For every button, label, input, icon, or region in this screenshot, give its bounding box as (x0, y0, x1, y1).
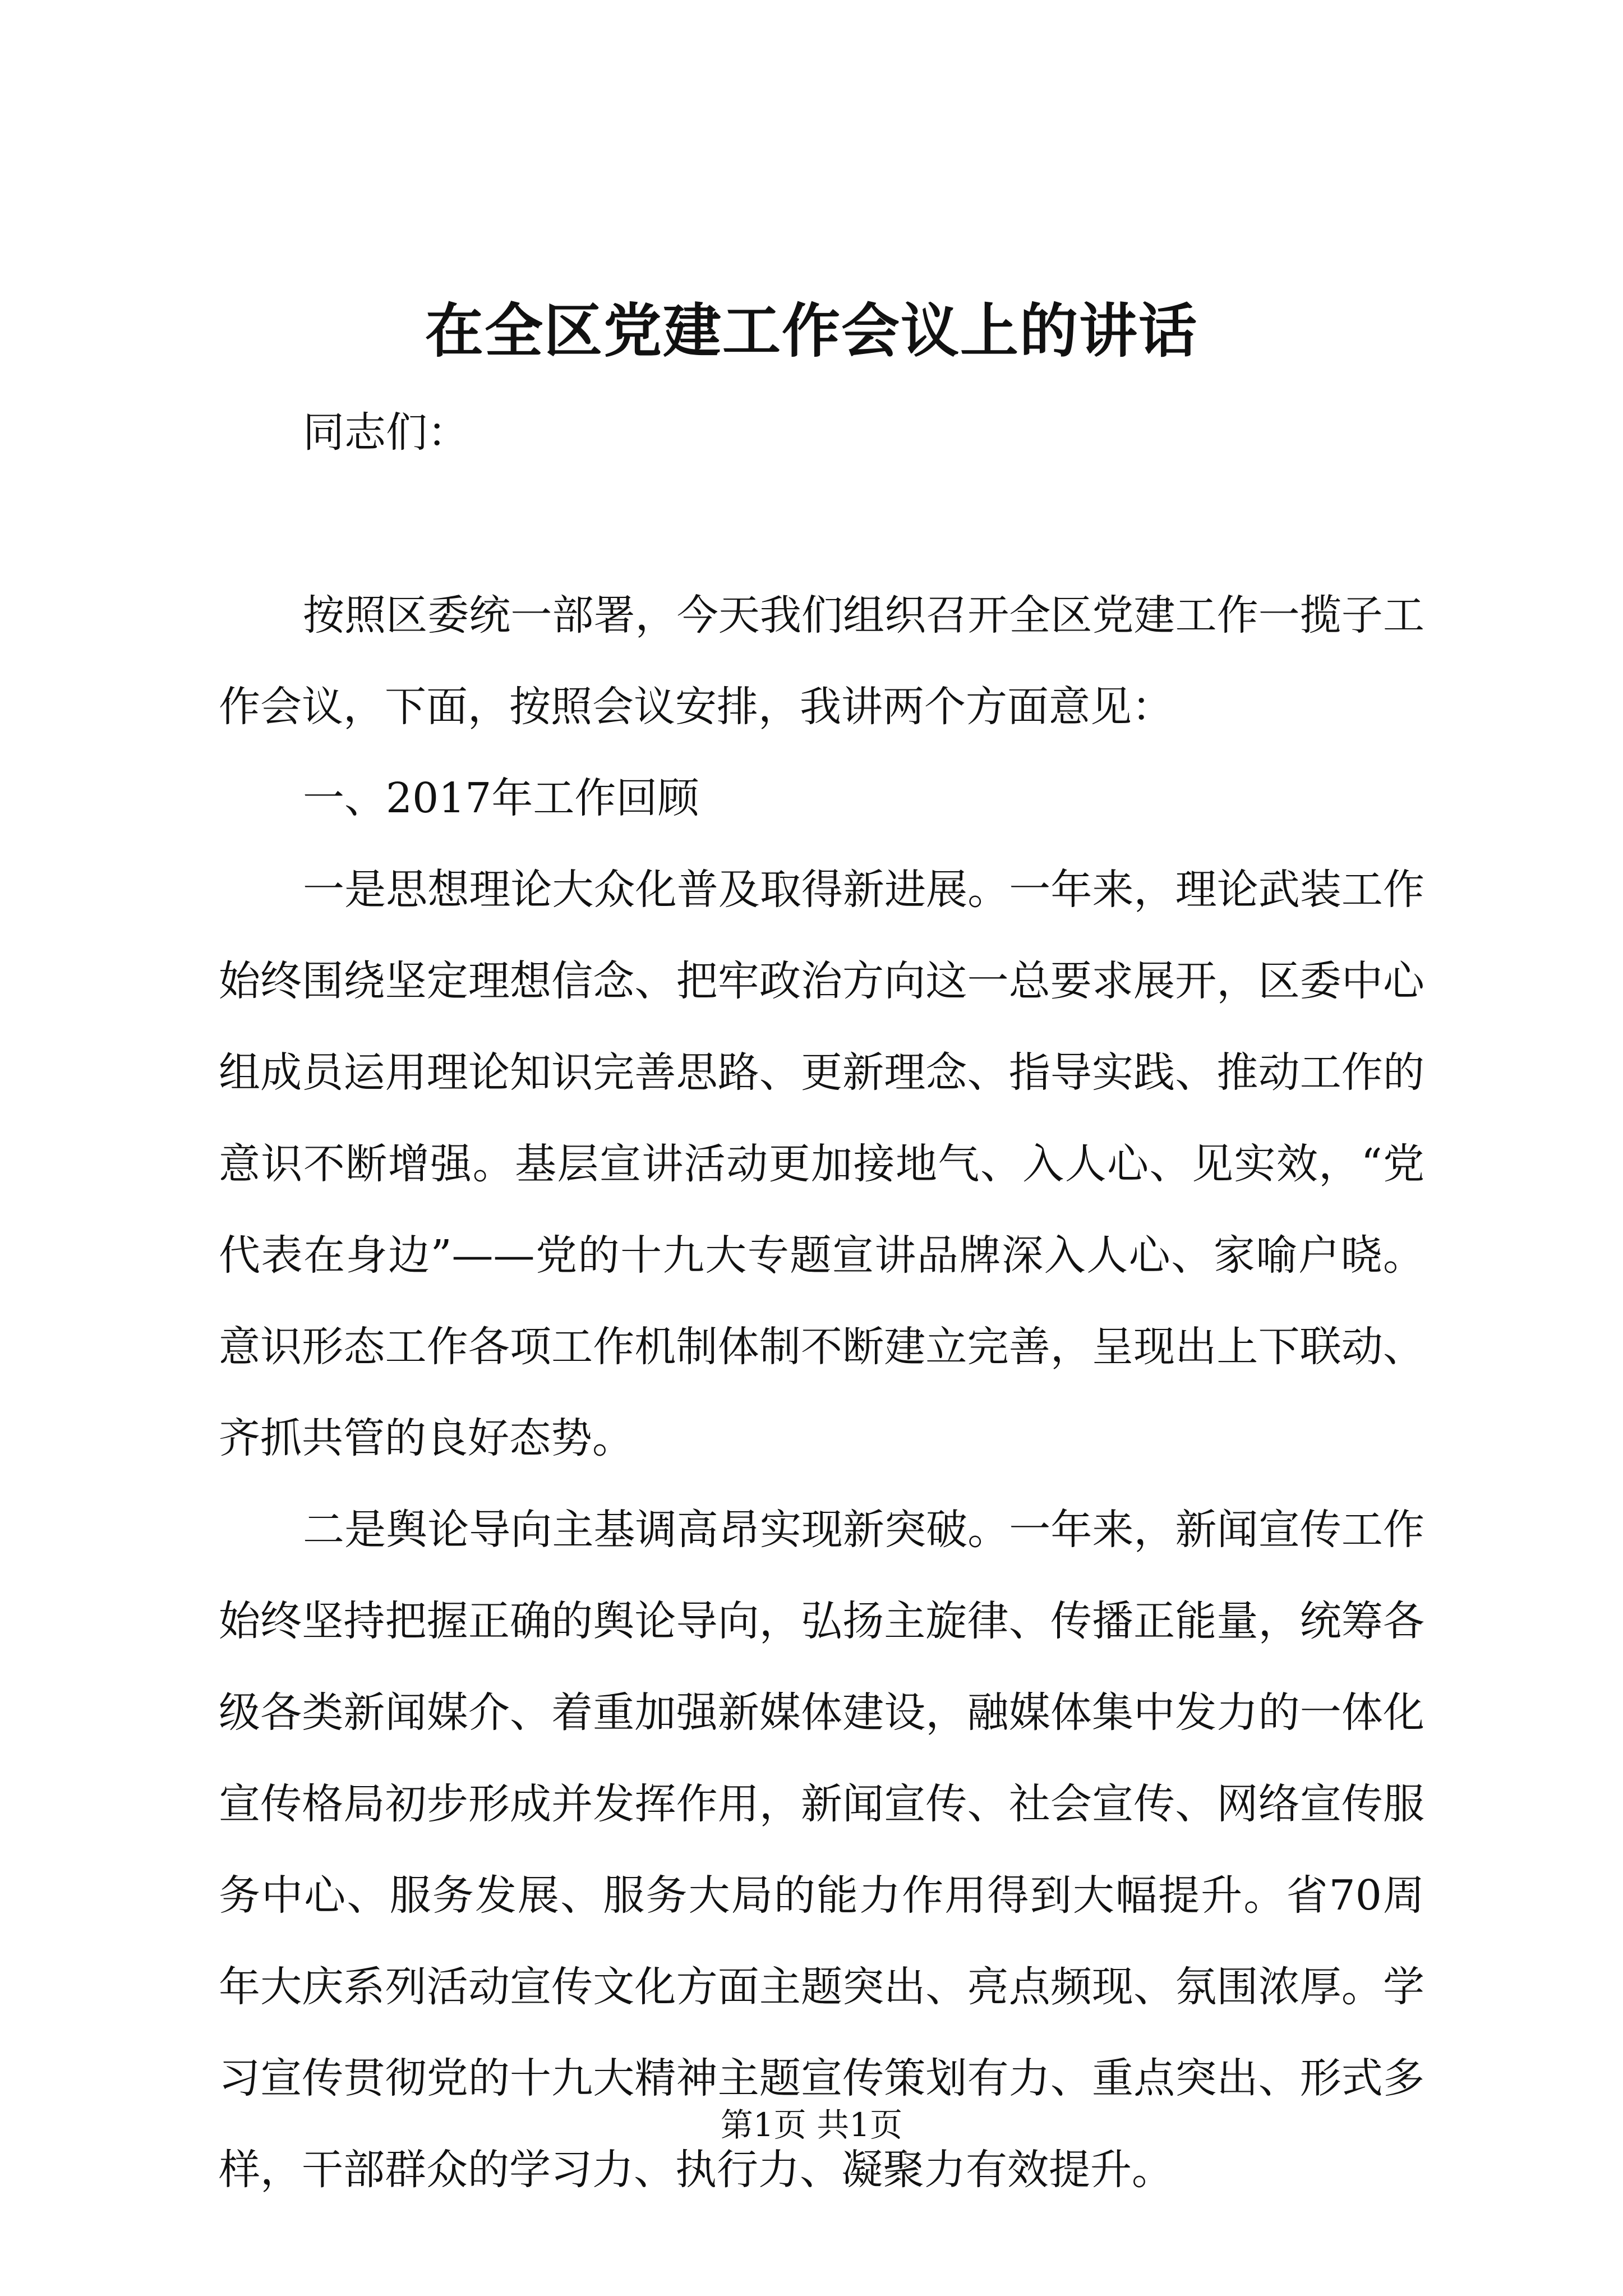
page-footer: 第1页 共1页 (720, 2106, 903, 2144)
paragraph-second-point: 二是舆论导向主基调高昂实现新突破。一年来，新闻宣传工作始终坚持把握正确的舆论导向，弘扬主旋律、传播正能量，统筹各级各类新闻媒介、着重加强新媒体建设，融媒体集中发力的一体化宣传格局初步形成并发挥作用，新闻宣传、社会宣传、网络宣传服务中心、服务发展、服务大局的能力作用得到大幅提升。省70周年大庆系列活动宣传文化方面主题突出、亮点频现、氛围浓厚。学习宣传贯彻党的十九大精神主题宣传策划有力、重点突出、形式多样，干部群众的学习力、执行力、凝聚力有效提升。 (219, 1506, 1424, 2194)
paragraph-intro: 按照区委统一部署，今天我们组织召开全区党建工作一揽子工作会议，下面，按照会议安排，我讲两个方面意见： (219, 591, 1424, 731)
document-title: 在全区党建工作会议上的讲话 (425, 296, 1198, 365)
section-heading: 一、2017年工作回顾 (303, 774, 699, 822)
paragraph-first-point: 一是思想理论大众化普及取得新进展。一年来，理论武装工作始终围绕坚定理想信念、把牢政治方向这一总要求展开，区委中心组成员运用理论知识完善思路、更新理念、指导实践、推动工作的意识不断增强。基层宣讲活动更加接地气、入人心、见实效，“党代表在身边”——党的十九大专题宣讲品牌深入人心、家喻户晓。意识形态工作各项工作机制体制不断建立完善，呈现出上下联动、齐抓共管的良好态势。 (219, 866, 1424, 1462)
document-body (219, 387, 1424, 2216)
salutation: 同志们： (303, 408, 469, 457)
blank-line (219, 478, 1424, 570)
